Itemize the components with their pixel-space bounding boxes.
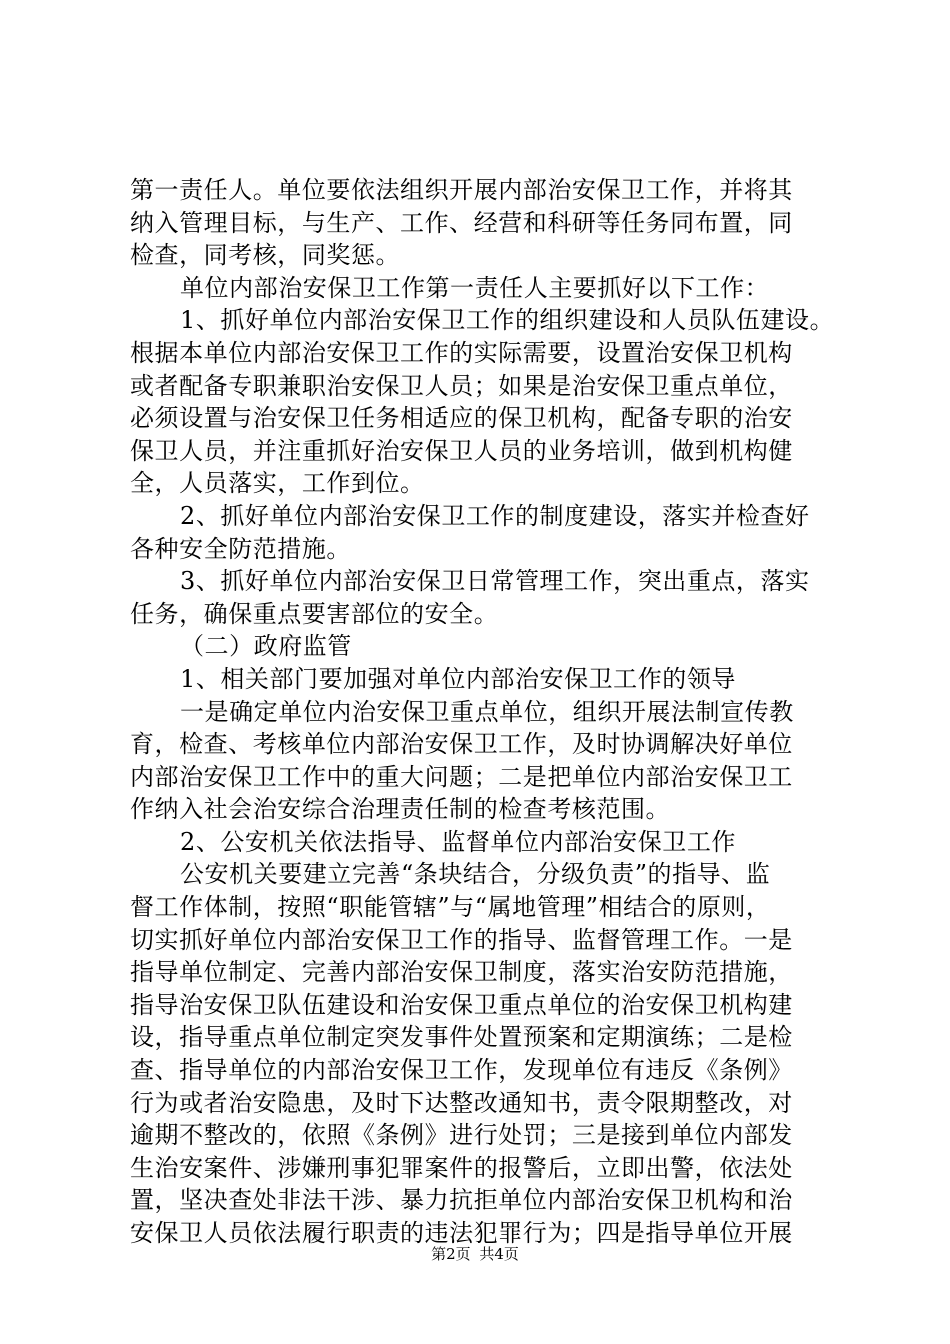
text-line: 第一责任人。单位要依法组织开展内部治安保卫工作，并将其 xyxy=(130,176,793,204)
text-line: 作纳入社会治安综合治理责任制的检查考核范围。 xyxy=(130,795,671,824)
document-body xyxy=(130,174,842,1250)
text-line: 1、相关部门要加强对单位内部治安保卫工作的领导 xyxy=(180,664,736,693)
text-line: 逾期不整改的，依照《条例》进行处罚；三是接到单位内部发 xyxy=(130,1121,793,1150)
text-line: 切实抓好单位内部治安保卫工作的指导、监督管理工作。一是 xyxy=(130,925,793,954)
text-line: 查、指导单位的内部治安保卫工作，发现单位有违反《条例》 xyxy=(130,1056,793,1085)
text-line: 纳入管理目标，与生产、工作、经营和科研等任务同布置，同 xyxy=(130,208,793,237)
text-line: 生治安案件、涉嫌刑事犯罪案件的报警后，立即出警，依法处 xyxy=(130,1153,793,1182)
text-line: 必须设置与治安保卫任务相适应的保卫机构，配备专职的治安 xyxy=(130,404,793,433)
text-line: 内部治安保卫工作中的重大问题；二是把单位内部治安保卫工 xyxy=(130,762,793,791)
text-line: 安保卫人员依法履行职责的违法犯罪行为；四是指导单位开展 xyxy=(130,1219,793,1247)
page-total: 共4页 xyxy=(479,1245,519,1263)
text-line: 保卫人员，并注重抓好治安保卫人员的业务培训，做到机构健 xyxy=(130,436,793,465)
text-line: 公安机关要建立完善“条块结合，分级负责”的指导、监 xyxy=(180,860,771,889)
text-line: 2、抓好单位内部治安保卫工作的制度建设，落实并检查好 xyxy=(180,501,810,530)
text-line: 指导治安保卫队伍建设和治安保卫重点单位的治安保卫机构建 xyxy=(130,990,793,1019)
text-line: 行为或者治安隐患，及时下达整改通知书，责令限期整改，对 xyxy=(130,1088,793,1117)
text-line: 设，指导重点单位制定突发事件处置预案和定期演练；二是检 xyxy=(130,1023,793,1052)
text-line: 置，坚决查处非法干涉、暴力抗拒单位内部治安保卫机构和治 xyxy=(130,1186,793,1215)
page-number: 第2页 xyxy=(431,1245,471,1263)
text-line: 检查，同考核，同奖惩。 xyxy=(130,241,401,270)
text-line: 1、抓好单位内部治安保卫工作的组织建设和人员队伍建设。 xyxy=(180,306,835,335)
text-line: 督工作体制，按照“职能管辖”与“属地管理”相结合的原则， xyxy=(130,893,771,922)
text-line: 3、抓好单位内部治安保卫日常管理工作，突出重点，落实 xyxy=(180,567,810,596)
text-line: 2、公安机关依法指导、监督单位内部治安保卫工作 xyxy=(180,827,736,856)
text-line: 或者配备专职兼职治安保卫人员；如果是治安保卫重点单位， xyxy=(130,371,793,400)
text-line: 各种安全防范措施。 xyxy=(130,534,351,563)
text-line: 任务，确保重点要害部位的安全。 xyxy=(130,599,499,628)
text-line: 指导单位制定、完善内部治安保卫制度，落实治安防范措施， xyxy=(130,958,793,987)
text-line: （二）政府监管 xyxy=(180,632,352,661)
text-line: 根据本单位内部治安保卫工作的实际需要，设置治安保卫机构 xyxy=(130,338,793,367)
text-line: 育，检查、考核单位内部治安保卫工作，及时协调解决好单位 xyxy=(130,730,793,759)
text-line: 一是确定单位内治安保卫重点单位，组织开展法制宣传教 xyxy=(180,697,794,726)
page-footer xyxy=(0,1244,950,1264)
text-line: 单位内部治安保卫工作第一责任人主要抓好以下工作： xyxy=(180,273,770,302)
text-line: 全，人员落实，工作到位。 xyxy=(130,469,425,498)
